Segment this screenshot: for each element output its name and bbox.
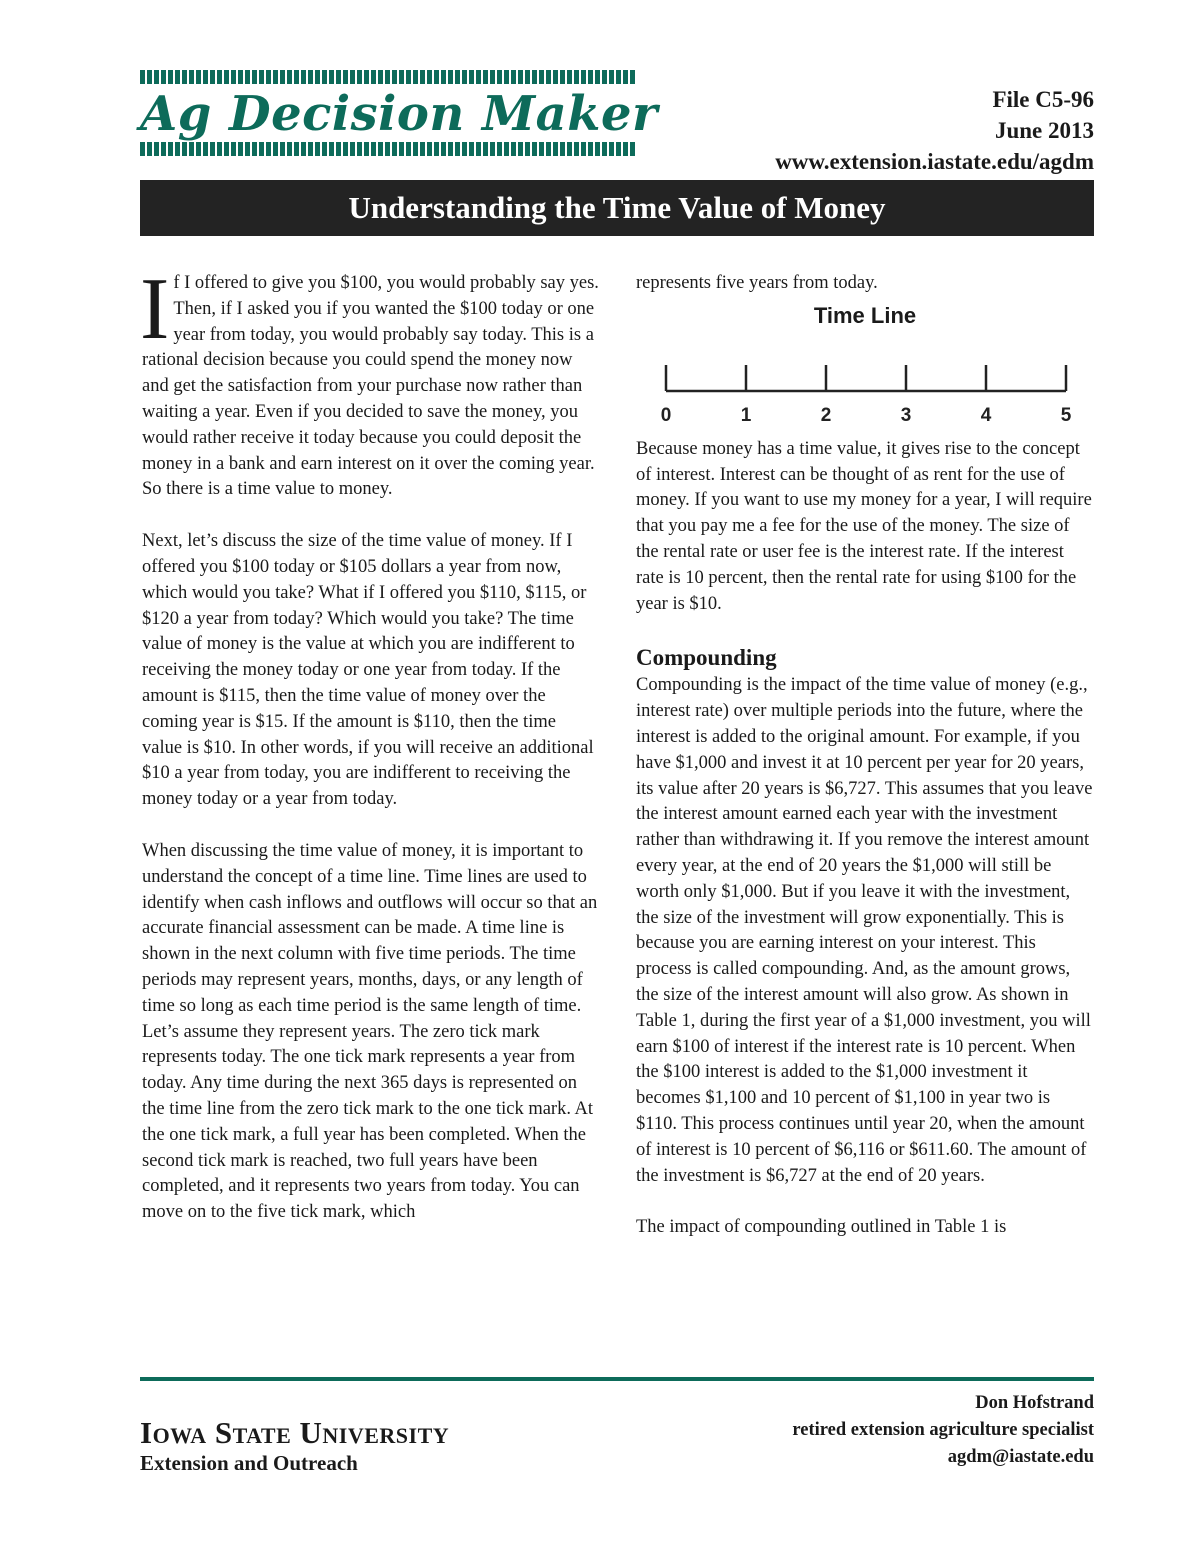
time-line-graphic [656,355,1076,425]
paragraph-compounding: Compounding is the impact of the time value of money (e.g., interest rate) over multiple periods into the future, where the interest is added to the original amount. For example, if you have $1,000 and invest it at 10 percent per year for 20 years, its value after 20 years is $6,727. This assumes that you leave the interest amount earned each year with the investment rather than withdrawing it. If you remove the interest amount every year, at the end of 20 years the $1,000 will still be worth only $1,000. But if you leave it with the investment, the size of the investment will grow exponentially. This is because you are earning interest on your interest. This process is called compounding. And, as the amount grows, the size of the interest amount will also grow. As shown in Table 1, during the first year of a $1,000 investment, you will earn $100 of interest if the interest rate is 10 percent. When the $100 interest is added to the $1,000 investment it becomes $1,100 and 10 percent of $1,100 in year two is $110. This process continues until year 20, when the amount of interest is 10 percent of $6,116 or $611.60. The amount of the investment is $6,727 at the end of 20 years. [636,675,1093,1186]
time-line-tick-label: 3 [900,404,912,425]
left-column [140,261,600,1252]
author-info [792,1390,1094,1471]
paragraph-impact: The impact of compounding outlined in Table 1 is [636,1217,1007,1238]
compounding-heading: Compounding [636,645,777,671]
isu-logo [140,1416,449,1476]
footer-divider [140,1377,1094,1381]
university-name: Iowa State University [140,1415,450,1450]
logo-text: Ag Decision Maker [140,86,658,142]
time-line-tick-label: 2 [820,404,832,425]
paragraph-interest: Because money has a time value, it gives rise to the concept of interest. Interest can be thought of as rent for the use of money. If you want to use my money for a year, I will require that you pay me a fee for the use of the money. The size of the rental rate or user fee is the interest rate. If the interest rate is 10 percent, then the rental rate for using $100 for the year is $10. [636,438,1092,614]
drop-cap: I [140,261,170,358]
paragraph-size-of-time-value: Next, let’s discuss the size of the time value of money. If I offered you $100 today or $105 dollars a year from now, which would you take? What if I offered you $110, $115, or $120 a year from today? Which would you take? The time value of money is the value at which you are indifferent to receiving the money today or one year from today. If the amount is $115, then the time value of money over the coming year is $15. If the amount is $110, then the time value is $10. In other words, if you will receive an additional $10 a year from today, you are indifferent to receiving the money today or a year from today. [142,531,594,810]
time-line-tick-label: 5 [1060,404,1072,425]
right-column [636,271,1094,1267]
author-title: retired extension agriculture specialist [792,1420,1094,1440]
time-line-figure [636,297,1094,427]
intro-paragraph-text: f I offered to give you $100, you would probably say yes. Then, if I asked you if you wanted the $100 today or one year from today, you would probably say today. This is a rational decision because you could spend the money now and get the satisfaction from your purchase now rather than waiting a year. Even if you decided to save the money, you would rather receive it today because you could deposit the money in a bank and earn interest on it over the coming year. So there is a time value to money. [142,273,599,500]
time-line-title: Time Line [813,302,917,328]
author-email[interactable]: agdm@iastate.edu [947,1447,1094,1467]
time-line-ticks [661,365,1072,425]
file-number: File C5-96 [992,87,1094,112]
paragraph-time-line: When discussing the time value of money, it is important to understand the concept of a time line. Time lines are used to identify when cash inflows and outflows will occur so that an accurate financial assessment can be made. A time line is shown in the next column with five time periods. The time periods may represent years, months, days, or any length of time so long as each time period is the same length of time. Let’s assume they represent years. The zero tick mark represents today. The one tick mark represents a year from today. Any time during the next 365 days is represented on the time line from the zero tick mark to the one tick mark. At the one tick mark, a full year has been completed. When the second tick mark is reached, two full years have been completed, and it represents two years from today. You can move on to the five tick mark, which [142,840,598,1223]
publication-date: June 2013 [994,118,1094,143]
time-line-tick-label: 0 [660,404,672,425]
file-info [775,84,1094,177]
paragraph-continuation: represents five years from today. [636,273,878,293]
intro-paragraph [140,261,600,503]
ag-decision-maker-logo [140,70,658,156]
extension-unit: Extension and Outreach [140,1451,358,1475]
page-title: Understanding the Time Value of Money [140,180,1094,236]
logo-pattern-band-top [140,70,635,84]
time-line-tick-label: 1 [740,404,752,425]
author-name: Don Hofstrand [975,1393,1094,1413]
time-line-tick-label: 4 [980,404,992,425]
logo-pattern-band-bottom [140,142,635,156]
website-url[interactable]: www.extension.iastate.edu/agdm [775,149,1094,174]
